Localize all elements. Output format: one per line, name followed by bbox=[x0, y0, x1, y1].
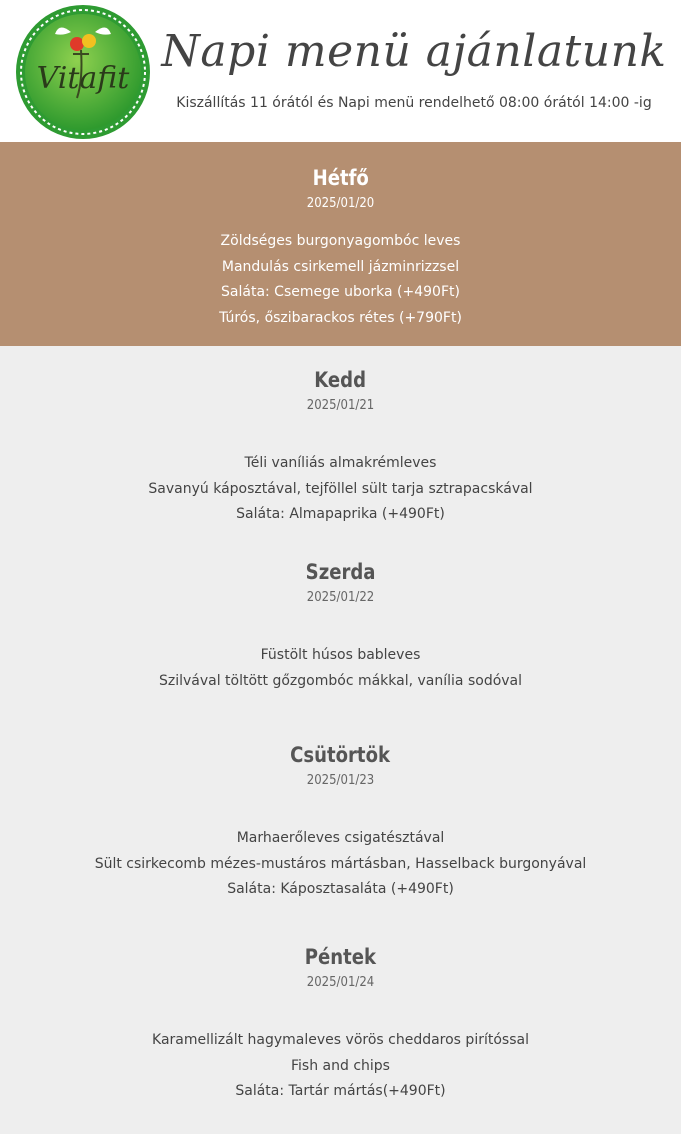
day-section-monday bbox=[0, 142, 681, 346]
day-name: Péntek bbox=[304, 945, 377, 969]
day-date: 2025/01/21 bbox=[306, 398, 375, 413]
menu-item: Savanyú káposztával, tejföllel sült tarja sztrapacskával bbox=[148, 480, 533, 497]
delivery-info: Kiszállítás 11 órától és Napi menü rendelhető 08:00 órától 14:00 -ig bbox=[176, 95, 652, 111]
menu-items bbox=[0, 1028, 681, 1105]
vitafit-logo[interactable] bbox=[15, 4, 151, 140]
menu-item: Marhaerőleves csigatésztával bbox=[236, 830, 445, 846]
day-name: Kedd bbox=[314, 368, 367, 392]
menu-item: Saláta: Káposztasaláta (+490Ft) bbox=[227, 881, 454, 897]
menu-item: Túrós, őszibarackos rétes (+790Ft) bbox=[219, 309, 462, 326]
page-title: Napi menü ajánlatunk bbox=[161, 26, 667, 77]
day-section-tuesday bbox=[0, 346, 681, 553]
svg-text:Vitafit: Vitafit bbox=[36, 61, 130, 96]
day-section-wednesday bbox=[0, 553, 681, 737]
menu-item: Téli vaníliás almakrémleves bbox=[244, 455, 437, 471]
day-section-thursday bbox=[0, 737, 681, 940]
menu-items bbox=[0, 826, 681, 903]
day-date: 2025/01/24 bbox=[306, 975, 375, 990]
menu-item: Saláta: Almapaprika (+490Ft) bbox=[236, 506, 445, 522]
menu-item: Zöldséges burgonyagombóc leves bbox=[220, 233, 461, 249]
logo-badge-icon bbox=[15, 4, 151, 140]
day-name: Szerda bbox=[305, 560, 376, 584]
menu-item: Mandulás csirkemell jázminrizzsel bbox=[221, 258, 460, 275]
day-name: Hétfő bbox=[312, 166, 369, 190]
header bbox=[0, 0, 681, 142]
day-date: 2025/01/23 bbox=[306, 773, 375, 788]
day-section-friday bbox=[0, 940, 681, 1134]
day-date: 2025/01/22 bbox=[306, 590, 375, 605]
menu-items bbox=[0, 451, 681, 528]
menu-items bbox=[0, 643, 681, 694]
menu-item: Karamellizált hagymaleves vörös cheddaros pirítóssal bbox=[152, 1032, 529, 1048]
menu-item: Füstölt húsos bableves bbox=[260, 647, 421, 663]
menu-item: Saláta: Csemege uborka (+490Ft) bbox=[221, 284, 460, 300]
day-name: Csütörtök bbox=[290, 743, 391, 767]
menu-item: Saláta: Tartár mártás(+490Ft) bbox=[235, 1083, 446, 1099]
menu-item: Fish and chips bbox=[291, 1057, 390, 1074]
day-date: 2025/01/20 bbox=[306, 196, 375, 211]
menu-item: Sült csirkecomb mézes-mustáros mártásban, Hasselback burgonyával bbox=[94, 855, 587, 872]
menu-items bbox=[0, 229, 681, 331]
menu-item: Szilvával töltött gőzgombóc mákkal, vanília sodóval bbox=[158, 672, 523, 689]
